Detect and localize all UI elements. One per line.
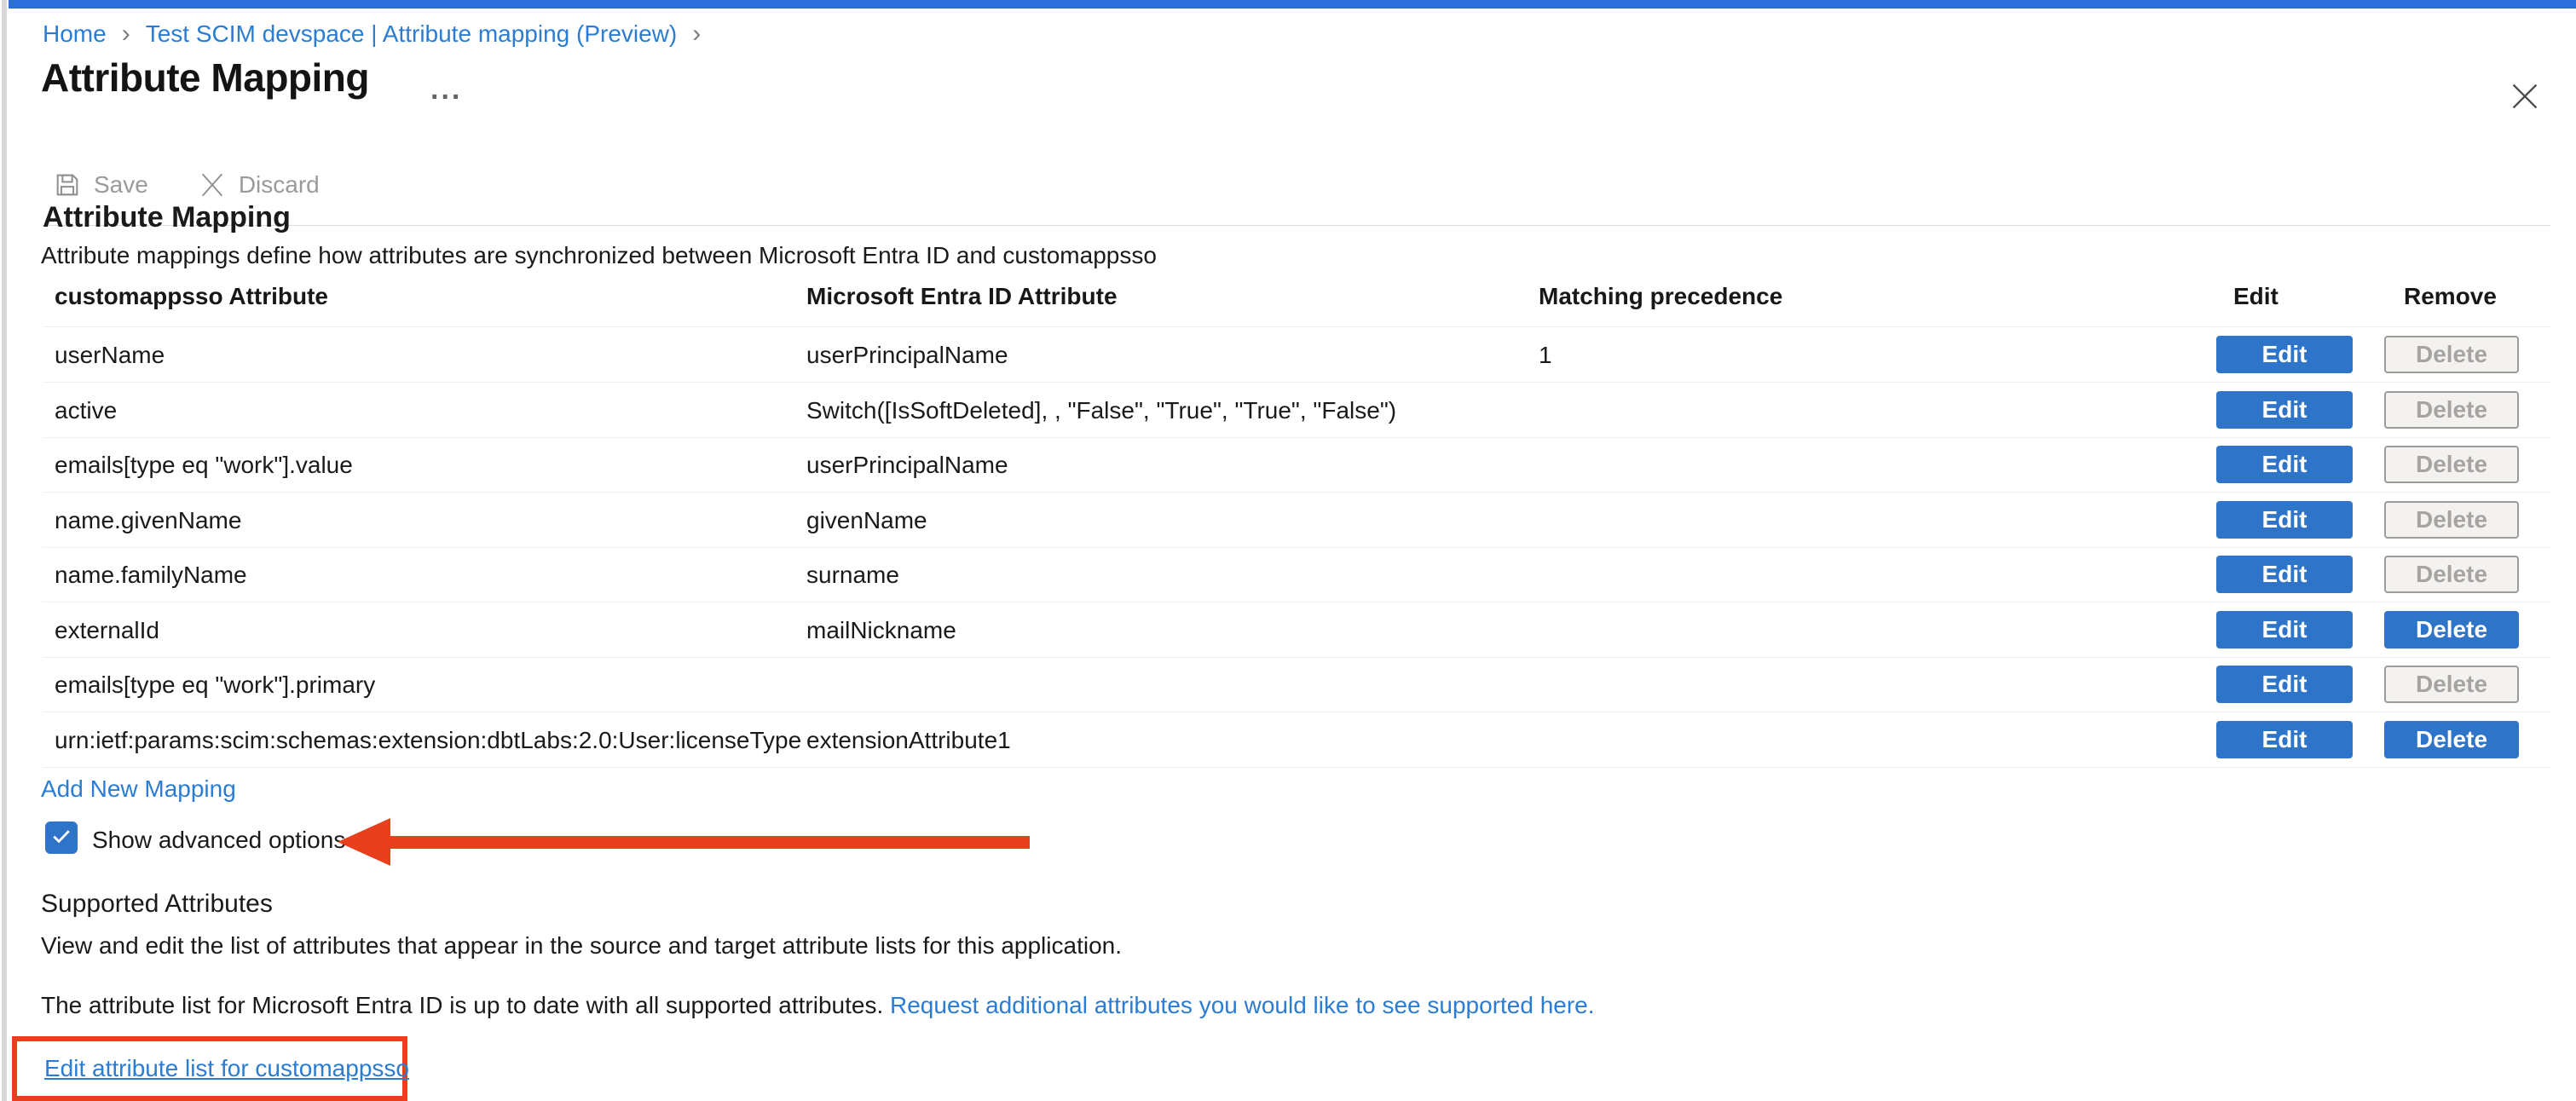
table-row [43,547,2550,602]
more-options-icon[interactable]: ... [430,73,463,106]
customappsso-attribute-cell: name.givenName [55,506,242,533]
red-highlight-box [12,1036,407,1101]
entra-attribute-cell: mailNickname [806,616,956,643]
chevron-right-icon: › [121,20,130,48]
table-row [43,493,2550,548]
header-edit: Edit [2233,283,2279,309]
delete-button[interactable]: Delete [2384,391,2519,429]
edit-button[interactable]: Edit [2216,391,2353,429]
delete-button[interactable]: Delete [2384,336,2519,373]
edit-button[interactable]: Edit [2216,666,2353,703]
delete-button[interactable]: Delete [2384,666,2519,703]
chevron-right-icon: › [692,20,702,48]
edit-attribute-list-link[interactable]: Edit attribute list for customappsso [44,1055,409,1081]
table-row [43,437,2550,493]
request-attributes-link[interactable]: Request additional attributes you would like to see supported here. [890,992,1595,1018]
customappsso-attribute-cell: name.familyName [55,562,247,588]
discard-button[interactable] [198,170,320,199]
show-advanced-label: Show advanced options [92,827,346,853]
close-icon[interactable] [2503,75,2547,119]
checkmark-icon [49,824,73,852]
table-row [43,712,2550,768]
show-advanced-checkbox[interactable] [45,821,78,854]
add-new-mapping-link[interactable]: Add New Mapping [41,775,236,802]
edit-button[interactable]: Edit [2216,556,2353,593]
breadcrumb [43,20,701,48]
customappsso-attribute-cell: userName [55,342,165,368]
entra-attribute-cell: Switch([IsSoftDeleted], , "False", "True", "True", "False") [806,396,1397,424]
edit-button[interactable]: Edit [2216,336,2353,373]
save-button[interactable] [53,170,148,199]
table-row [43,602,2550,658]
attribute-list-status-row [41,992,1595,1019]
discard-label: Discard [238,171,320,198]
entra-attribute-cell: extensionAttribute1 [806,726,1011,753]
header-matching-precedence: Matching precedence [1539,283,1783,309]
delete-button[interactable]: Delete [2384,446,2519,483]
customappsso-attribute-cell: emails[type eq "work"].primary [55,672,376,698]
mapping-description: Attribute mappings define how attributes are synchronized between Microsoft Entra ID and customappsso [41,242,1157,268]
delete-button[interactable]: Delete [2384,611,2519,648]
left-edge-strip [2,0,7,1101]
breadcrumb-app-link[interactable]: Test SCIM devspace | Attribute mapping (Preview) [145,20,678,47]
header-remove: Remove [2404,283,2497,309]
matching-precedence-cell: 1 [1539,342,1552,368]
delete-button[interactable]: Delete [2384,501,2519,539]
page-title: Attribute Mapping [41,55,369,100]
entra-attribute-cell: userPrincipalName [806,452,1008,478]
delete-button[interactable]: Delete [2384,556,2519,593]
customappsso-attribute-cell: externalId [55,616,159,643]
table-row [43,657,2550,712]
entra-attribute-cell: givenName [806,506,927,533]
header-customappsso-attribute: customappsso Attribute [55,283,328,309]
table-row [43,383,2550,438]
toolbar-divider [43,225,2550,226]
attribute-list-status-text: The attribute list for Microsoft Entra ID is up to date with all supported attributes. [41,992,884,1018]
supported-attributes-description: View and edit the list of attributes that appear in the source and target attribute lists for this application. [41,932,1122,959]
save-icon [53,170,82,199]
breadcrumb-home-link[interactable]: Home [43,20,107,47]
red-arrow-annotation-head [338,818,390,866]
supported-attributes-heading: Supported Attributes [41,890,273,918]
customappsso-attribute-cell: active [55,396,118,424]
red-arrow-annotation-tail [388,836,1030,849]
entra-attribute-cell: userPrincipalName [806,342,1008,368]
customappsso-attribute-cell: emails[type eq "work"].value [55,452,353,478]
top-accent-bar [9,0,2576,9]
table-row [43,327,2550,383]
edit-button[interactable]: Edit [2216,446,2353,483]
customappsso-attribute-cell: urn:ietf:params:scim:schemas:extension:dbtLabs:2.0:User:licenseType [55,726,802,753]
discard-x-icon [198,170,227,199]
command-bar [53,170,320,199]
scrolled-heading-sliver: Attribute Mapping [43,201,291,233]
header-entra-attribute: Microsoft Entra ID Attribute [806,283,1118,309]
edit-button[interactable]: Edit [2216,721,2353,758]
edit-button[interactable]: Edit [2216,501,2353,539]
delete-button[interactable]: Delete [2384,721,2519,758]
save-label: Save [94,171,148,198]
entra-attribute-cell: surname [806,562,899,588]
edit-button[interactable]: Edit [2216,611,2353,648]
